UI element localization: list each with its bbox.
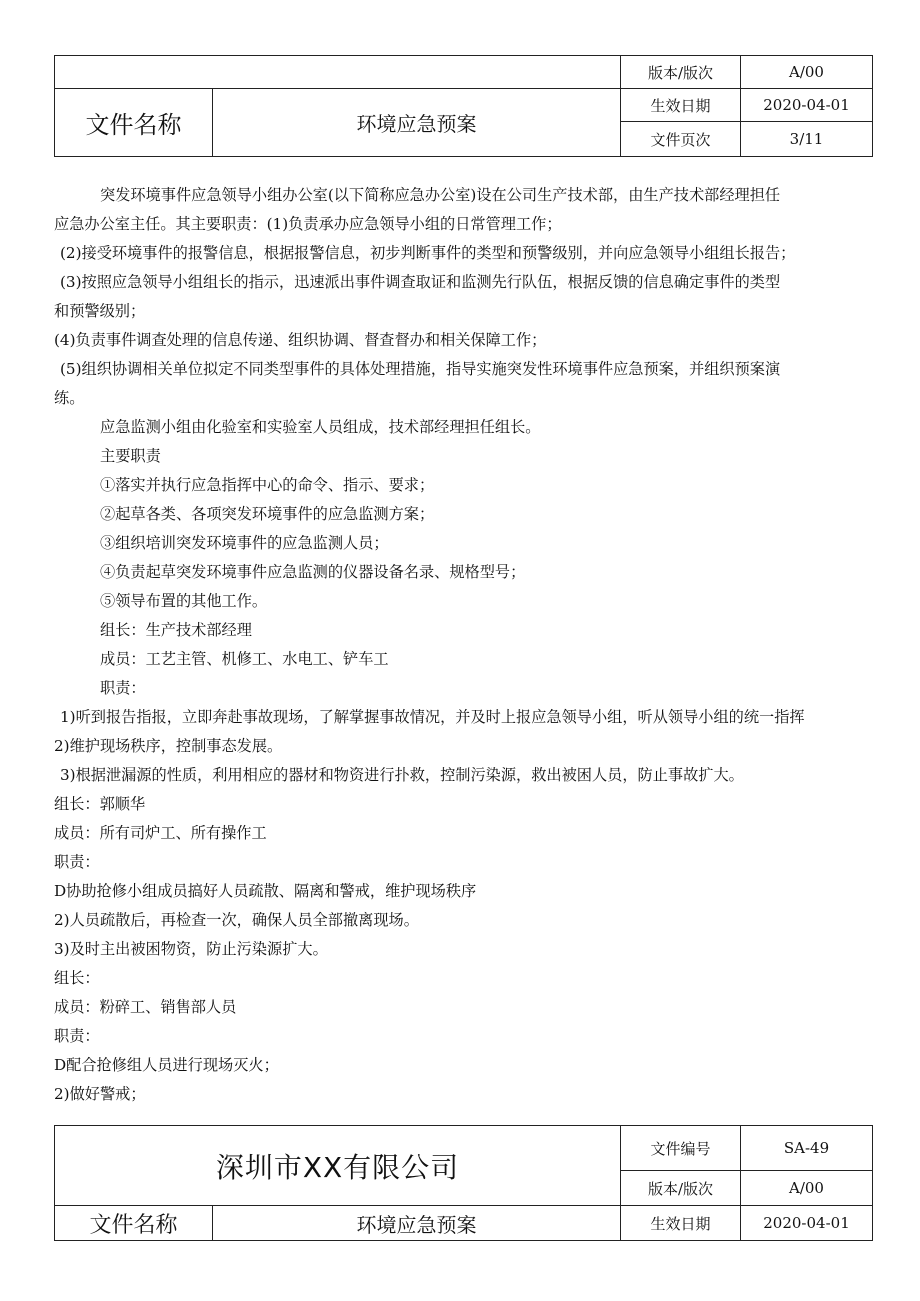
body-line: 成员：粉碎工、销售部人员 <box>54 998 237 1016</box>
body-line: 练。 <box>54 389 85 407</box>
doc-no-value: SA-49 <box>741 1126 873 1171</box>
version-label: 版本/版次 <box>621 56 741 89</box>
body-line: 主要职责 <box>100 447 161 465</box>
effective-date-value: 2020-04-01 <box>741 1206 873 1241</box>
body-line: (3)按照应急领导小组组长的指示，迅速派出事件调查取证和监测先行队伍，根据反馈的信息确定事件的类型 <box>60 273 781 291</box>
version-value: A/00 <box>741 56 873 89</box>
body-line: 应急监测小组由化验室和实验室人员组成，技术部经理担任组长。 <box>100 418 541 436</box>
body-line: ④负责起草突发环境事件应急监测的仪器设备名录、规格型号； <box>100 563 526 581</box>
body-line: 组长：郭顺华 <box>54 795 146 813</box>
effective-date-label: 生效日期 <box>621 1206 741 1241</box>
body-line: ③组织培训突发环境事件的应急监测人员； <box>100 534 389 552</box>
body-line: (2)接受环境事件的报警信息，根据报警信息，初步判断事件的类型和预警级别，并向应急领导小组组长报告； <box>60 244 796 262</box>
bottom-header-table <box>54 1125 873 1241</box>
body-line: 和预警级别； <box>54 302 146 320</box>
doc-no-label: 文件编号 <box>621 1126 741 1171</box>
body-line: 组长： <box>54 969 100 987</box>
top-header-table <box>54 55 873 157</box>
body-line: D协助抢修小组成员搞好人员疏散、隔离和警戒，维护现场秩序 <box>54 882 477 900</box>
body-line: ①落实并执行应急指挥中心的命令、指示、要求； <box>100 476 435 494</box>
doc-name-label: 文件名称 <box>55 89 213 157</box>
version-label: 版本/版次 <box>621 1171 741 1206</box>
body-line: D配合抢修组人员进行现场灭火； <box>54 1056 279 1074</box>
page-value: 3/11 <box>741 122 873 157</box>
page-label: 文件页次 <box>621 122 741 157</box>
body-line: 突发环境事件应急领导小组办公室(以下简称应急办公室)设在公司生产技术部，由生产技术部经理担任 <box>100 186 781 204</box>
doc-name-value: 环境应急预案 <box>213 1206 621 1241</box>
body-line: 职责： <box>100 679 146 697</box>
body-line: 1)听到报告指报，立即奔赴事故现场，了解掌握事故情况，并及时上报应急领导小组，听从领导小组的统一指挥 <box>60 708 805 726</box>
version-value: A/00 <box>741 1171 873 1206</box>
body-line: (4)负责事件调查处理的信息传递、组织协调、督查督办和相关保障工作； <box>54 331 547 349</box>
body-line: 2)做好警戒； <box>54 1085 146 1103</box>
body-line: 2)人员疏散后，再检查一次，确保人员全部撤离现场。 <box>54 911 419 929</box>
body-line: ⑤领导布置的其他工作。 <box>100 592 268 610</box>
effective-date-value: 2020-04-01 <box>741 89 873 122</box>
body-line: 3)及时主出被困物资，防止污染源扩大。 <box>54 940 328 958</box>
body-line: 职责： <box>54 1027 100 1045</box>
body-line: 2)维护现场秩序，控制事态发展。 <box>54 737 283 755</box>
body-line: ②起草各类、各项突发环境事件的应急监测方案； <box>100 505 435 523</box>
body-line: 组长：生产技术部经理 <box>100 621 252 639</box>
company-name: 深圳市XX有限公司 <box>55 1126 621 1206</box>
body-line: 成员：所有司炉工、所有操作工 <box>54 824 267 842</box>
body-line: 应急办公室主任。其主要职责：(1)负责承办应急领导小组的日常管理工作； <box>54 215 562 233</box>
body-line: 职责： <box>54 853 100 871</box>
body-line: 成员：工艺主管、机修工、水电工、铲车工 <box>100 650 389 668</box>
doc-name-label: 文件名称 <box>55 1206 213 1241</box>
body-line: 3)根据泄漏源的性质，利用相应的器材和物资进行扑救，控制污染源，救出被困人员，防止事故扩大。 <box>60 766 744 784</box>
body-line: (5)组织协调相关单位拟定不同类型事件的具体处理措施，指导实施突发性环境事件应急预案，并组织预案演 <box>60 360 781 378</box>
doc-name-value: 环境应急预案 <box>213 89 621 157</box>
effective-date-label: 生效日期 <box>621 89 741 122</box>
document-body <box>54 181 884 1109</box>
top-header-blank-cell <box>55 56 621 89</box>
